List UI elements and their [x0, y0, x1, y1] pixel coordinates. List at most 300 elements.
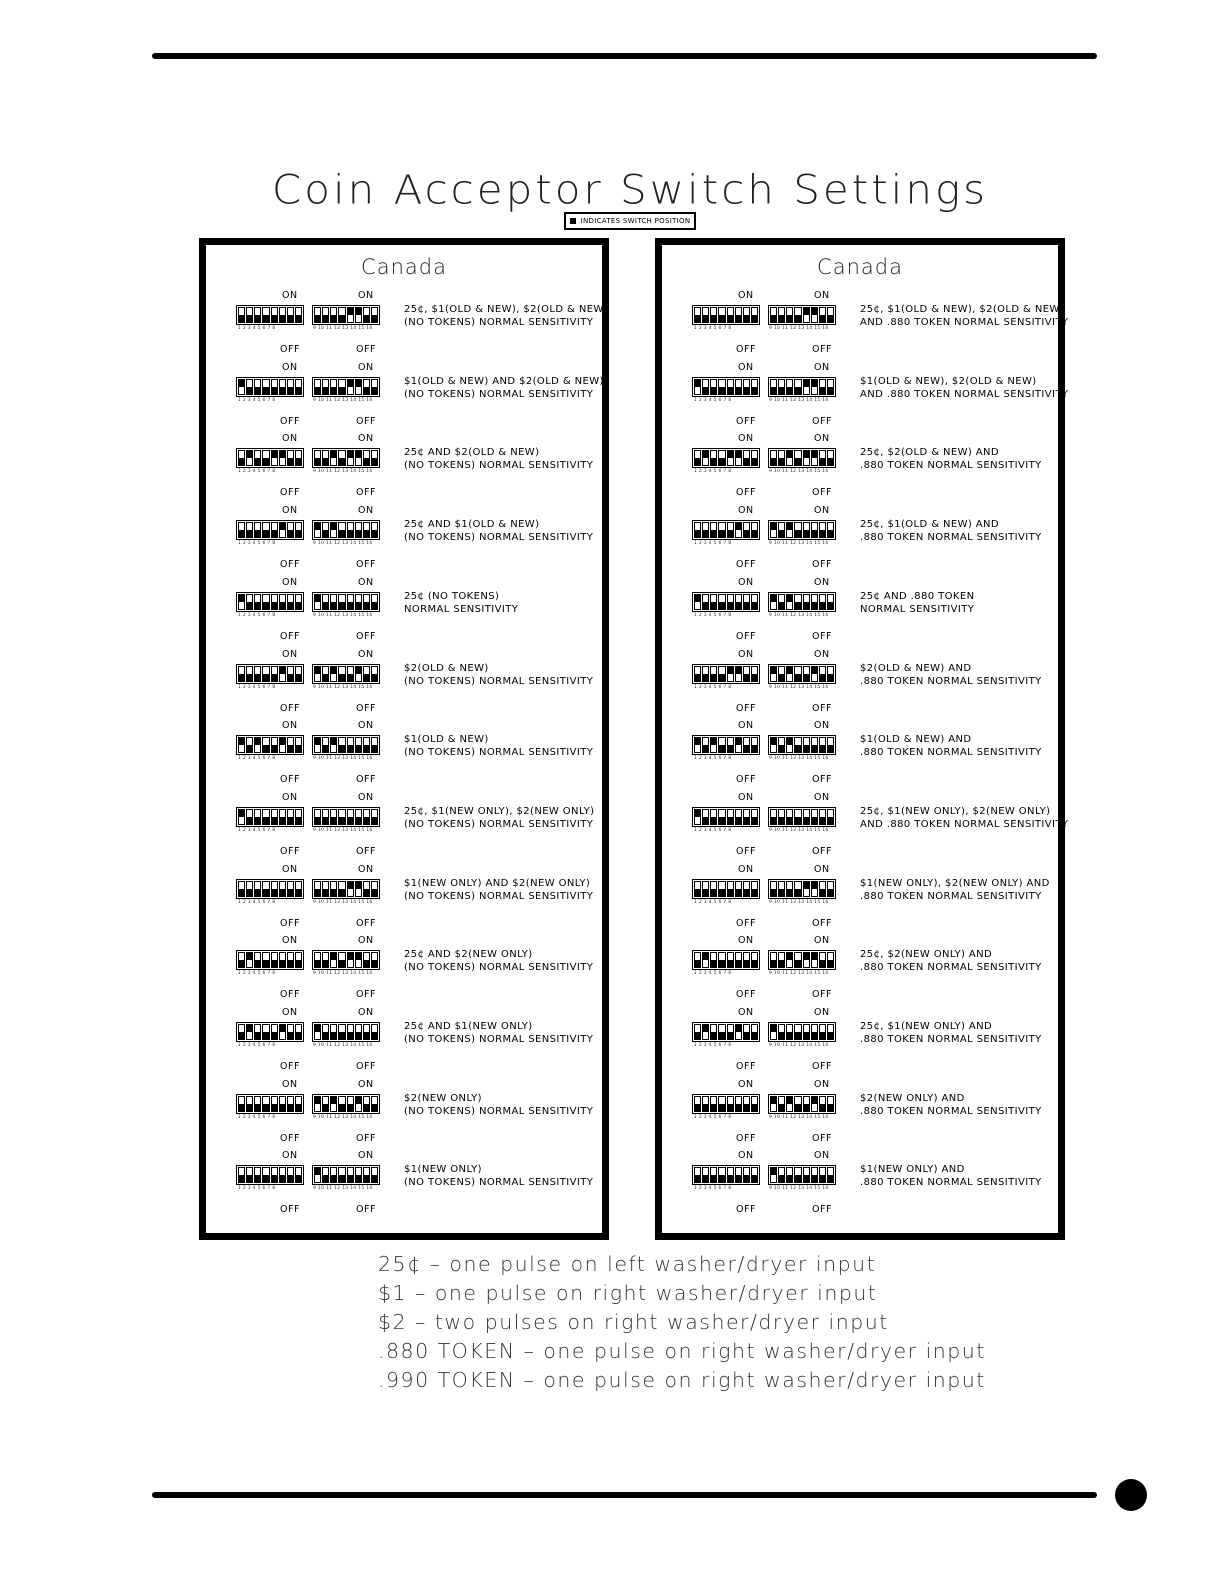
- switch-half: [778, 675, 785, 682]
- switch-cell: [710, 809, 717, 825]
- switch-cell: [803, 1096, 810, 1112]
- switch-cell: [363, 809, 370, 825]
- switch-half: [710, 459, 717, 466]
- switch-numbers: 9 10 11 12 13 14 15 16: [769, 612, 829, 618]
- switch-half: [330, 594, 337, 603]
- switch-half: [371, 952, 378, 961]
- switch-half: [238, 386, 245, 395]
- switch-cell: [735, 881, 742, 897]
- switch-half: [338, 890, 345, 897]
- switch-half: [718, 818, 725, 825]
- switch-cell: [727, 307, 734, 323]
- switch-half: [710, 1033, 717, 1040]
- switch-half: [295, 961, 302, 968]
- switch-cell: [262, 952, 269, 968]
- switch-cell: [811, 952, 818, 968]
- switch-half: [322, 952, 329, 961]
- switch-half: [262, 1105, 269, 1112]
- switch-half: [347, 450, 354, 457]
- switch-half: [794, 881, 801, 890]
- switch-half: [322, 450, 329, 459]
- switch-half: [735, 450, 742, 457]
- switch-half: [827, 522, 834, 531]
- switch-cell: [710, 666, 717, 682]
- switch-half: [355, 307, 362, 314]
- switch-half: [287, 459, 294, 466]
- switch-cell: [702, 450, 709, 466]
- switch-half: [295, 594, 302, 603]
- switch-half: [322, 809, 329, 818]
- switch-cell: [778, 1096, 785, 1112]
- switch-cell: [727, 450, 734, 466]
- switch-half: [254, 1033, 261, 1040]
- switch-half: [363, 450, 370, 459]
- switch-half: [710, 818, 717, 825]
- switch-half: [727, 952, 734, 961]
- switch-cell: [770, 666, 777, 682]
- setting-description: $1(NEW ONLY) (NO TOKENS) NORMAL SENSITIVITY: [404, 1164, 594, 1189]
- switch-half: [751, 737, 758, 746]
- switch-cell: [743, 522, 750, 538]
- setting-description: 25¢, $1(OLD & NEW), $2(OLD & NEW) AND .880 TOKEN NORMAL SENSITIVITY: [860, 304, 1069, 328]
- switch-numbers: 9 10 11 12 13 14 15 16: [313, 397, 373, 403]
- switch-half: [803, 818, 810, 825]
- on-label: ON: [358, 648, 374, 660]
- switch-cell: [330, 1167, 337, 1183]
- switch-half: [330, 1033, 337, 1040]
- switch-cell: [751, 307, 758, 323]
- switch-half: [271, 603, 278, 610]
- switch-half: [314, 316, 321, 323]
- switch-cell: [246, 450, 253, 466]
- page-title: Coin Acceptor Switch Settings: [271, 166, 989, 213]
- switch-half: [338, 818, 345, 825]
- switch-half: [778, 952, 785, 961]
- switch-cell: [819, 594, 826, 610]
- switch-half: [819, 1105, 826, 1112]
- switch-cell: [322, 737, 329, 753]
- switch-cell: [718, 666, 725, 682]
- switch-cell: [262, 881, 269, 897]
- switch-half: [347, 522, 354, 531]
- switch-half: [238, 307, 245, 316]
- switch-cell: [246, 307, 253, 323]
- switch-half: [262, 961, 269, 968]
- switch-setting-row: [686, 935, 1056, 1007]
- switch-half: [718, 952, 725, 961]
- switch-numbers: 1 2 3 4 5 6 7 8: [694, 1114, 732, 1120]
- switch-half: [718, 316, 725, 323]
- switch-cell: [702, 809, 709, 825]
- switch-half: [246, 666, 253, 675]
- switch-half: [735, 603, 742, 610]
- setting-description: $2(OLD & NEW) AND .880 TOKEN NORMAL SENSITIVITY: [860, 662, 1042, 687]
- switch-half: [355, 881, 362, 888]
- setting-description: 25¢, $1(NEW ONLY), $2(NEW ONLY) (NO TOKENS) NORMAL SENSITIVITY: [404, 805, 595, 830]
- switch-half: [271, 952, 278, 961]
- switch-half: [770, 522, 777, 529]
- switch-half: [262, 379, 269, 388]
- switch-setting-row: [686, 290, 1069, 362]
- switch-half: [770, 666, 777, 673]
- switch-half: [819, 1176, 826, 1183]
- switch-cell: [718, 1096, 725, 1112]
- switch-half: [314, 601, 321, 610]
- off-label: OFF: [812, 1132, 832, 1144]
- switch-half: [803, 746, 810, 753]
- setting-description: 25¢, $2(OLD & NEW) AND .880 TOKEN NORMAL SENSITIVITY: [860, 447, 1042, 472]
- switch-half: [770, 881, 777, 890]
- switch-half: [322, 603, 329, 610]
- switch-half: [371, 316, 378, 323]
- switch-cell: [330, 379, 337, 395]
- setting-description: $1(OLD & NEW) (NO TOKENS) NORMAL SENSITIVITY: [404, 734, 594, 759]
- switch-half: [279, 316, 286, 323]
- switch-half: [254, 316, 261, 323]
- switch-cell: [355, 737, 362, 753]
- switch-half: [694, 1105, 701, 1112]
- on-label: ON: [814, 791, 830, 803]
- switch-half: [710, 675, 717, 682]
- switch-cell: [827, 1024, 834, 1040]
- switch-cell: [718, 952, 725, 968]
- dip-switch: [692, 1022, 760, 1042]
- switch-half: [702, 675, 709, 682]
- switch-half: [330, 522, 337, 529]
- switch-half: [262, 1176, 269, 1183]
- switch-half: [254, 1176, 261, 1183]
- switch-cell: [271, 522, 278, 538]
- switch-half: [262, 737, 269, 746]
- switch-half: [819, 809, 826, 818]
- switch-cell: [702, 522, 709, 538]
- switch-half: [238, 952, 245, 961]
- switch-cell: [287, 881, 294, 897]
- switch-half: [751, 522, 758, 531]
- switch-half: [770, 1103, 777, 1112]
- switch-half: [751, 809, 758, 818]
- switch-cell: [371, 737, 378, 753]
- switch-cell: [363, 952, 370, 968]
- switch-cell: [338, 307, 345, 323]
- switch-half: [262, 316, 269, 323]
- switch-half: [295, 746, 302, 753]
- switch-cell: [246, 809, 253, 825]
- switch-half: [363, 531, 370, 538]
- switch-half: [338, 1033, 345, 1040]
- switch-half: [363, 388, 370, 395]
- switch-cell: [338, 379, 345, 395]
- switch-half: [355, 314, 362, 323]
- switch-cell: [238, 809, 245, 825]
- switch-half: [702, 379, 709, 388]
- switch-half: [710, 603, 717, 610]
- switch-setting-row: [686, 505, 1056, 577]
- switch-setting-row: [230, 1150, 600, 1222]
- switch-cell: [778, 307, 785, 323]
- switch-half: [371, 379, 378, 388]
- switch-cell: [371, 594, 378, 610]
- dip-switch: [768, 448, 836, 468]
- on-label: ON: [814, 863, 830, 875]
- switch-half: [751, 1033, 758, 1040]
- switch-cell: [786, 379, 793, 395]
- switch-half: [279, 1176, 286, 1183]
- switch-half: [295, 1024, 302, 1033]
- switch-cell: [718, 881, 725, 897]
- switch-setting-row: [230, 577, 600, 649]
- switch-half: [811, 386, 818, 395]
- switch-cell: [271, 450, 278, 466]
- switch-cell: [363, 307, 370, 323]
- switch-half: [271, 307, 278, 316]
- switch-half: [279, 818, 286, 825]
- switch-cell: [786, 594, 793, 610]
- switch-half: [794, 1105, 801, 1112]
- switch-cell: [770, 379, 777, 395]
- switch-half: [819, 450, 826, 459]
- switch-half: [743, 737, 750, 746]
- switch-half: [322, 737, 329, 746]
- switch-half: [254, 952, 261, 961]
- off-label: OFF: [812, 702, 832, 714]
- switch-half: [778, 1096, 785, 1105]
- switch-half: [347, 1024, 354, 1033]
- switch-cell: [735, 1167, 742, 1183]
- switch-half: [287, 1024, 294, 1033]
- switch-cell: [710, 1096, 717, 1112]
- switch-cell: [287, 522, 294, 538]
- switch-half: [727, 890, 734, 897]
- switch-half: [279, 1031, 286, 1040]
- switch-half: [363, 316, 370, 323]
- switch-half: [743, 522, 750, 531]
- switch-cell: [786, 307, 793, 323]
- switch-cell: [827, 952, 834, 968]
- switch-half: [246, 890, 253, 897]
- switch-cell: [702, 952, 709, 968]
- switch-cell: [694, 809, 701, 825]
- switch-half: [371, 459, 378, 466]
- switch-numbers: 1 2 3 4 5 6 7 8: [694, 827, 732, 833]
- switch-half: [819, 316, 826, 323]
- switch-half: [819, 1167, 826, 1176]
- switch-half: [811, 746, 818, 753]
- switch-cell: [735, 450, 742, 466]
- switch-cell: [271, 666, 278, 682]
- switch-half: [770, 744, 777, 753]
- switch-half: [718, 737, 725, 746]
- switch-half: [330, 1176, 337, 1183]
- switch-half: [702, 737, 709, 746]
- switch-half: [279, 529, 286, 538]
- switch-cell: [710, 1024, 717, 1040]
- switch-cell: [735, 737, 742, 753]
- switch-half: [778, 522, 785, 531]
- off-label: OFF: [812, 1061, 832, 1072]
- switch-cell: [819, 450, 826, 466]
- switch-half: [246, 959, 253, 968]
- switch-half: [271, 675, 278, 682]
- switch-half: [314, 594, 321, 601]
- switch-half: [786, 457, 793, 466]
- switch-cell: [794, 522, 801, 538]
- switch-half: [803, 603, 810, 610]
- switch-cell: [347, 522, 354, 538]
- switch-cell: [694, 952, 701, 968]
- on-label: ON: [282, 791, 298, 803]
- switch-numbers: 9 10 11 12 13 14 15 16: [769, 684, 829, 690]
- switch-cell: [363, 1024, 370, 1040]
- switch-cell: [735, 666, 742, 682]
- switch-cell: [710, 881, 717, 897]
- switch-half: [702, 809, 709, 818]
- on-label: ON: [282, 576, 298, 588]
- switch-half: [279, 522, 286, 529]
- switch-cell: [238, 952, 245, 968]
- dip-switch: [312, 664, 380, 684]
- switch-cell: [778, 1167, 785, 1183]
- switch-setting-row: [686, 864, 1056, 936]
- switch-cell: [338, 737, 345, 753]
- switch-cell: [702, 666, 709, 682]
- switch-half: [794, 459, 801, 466]
- switch-setting-row: [686, 433, 1056, 505]
- off-label: OFF: [356, 702, 376, 714]
- switch-half: [314, 666, 321, 673]
- switch-half: [786, 1024, 793, 1033]
- switch-cell: [262, 666, 269, 682]
- switch-half: [338, 952, 345, 961]
- dip-switch: [768, 735, 836, 755]
- dip-switch: [236, 664, 304, 684]
- switch-half: [751, 1096, 758, 1105]
- switch-half: [363, 603, 370, 610]
- switch-half: [803, 959, 810, 968]
- on-label: ON: [358, 1150, 374, 1162]
- switch-cell: [238, 1167, 245, 1183]
- switch-half: [819, 818, 826, 825]
- switch-cell: [778, 379, 785, 395]
- setting-description: $2(NEW ONLY) (NO TOKENS) NORMAL SENSITIVITY: [404, 1092, 594, 1117]
- switch-half: [743, 1024, 750, 1033]
- switch-half: [355, 952, 362, 959]
- switch-cell: [743, 450, 750, 466]
- switch-half: [811, 881, 818, 888]
- switch-half: [295, 522, 302, 531]
- switch-cell: [355, 594, 362, 610]
- switch-half: [770, 316, 777, 323]
- switch-cell: [794, 450, 801, 466]
- on-label: ON: [738, 1150, 754, 1162]
- switch-half: [794, 1024, 801, 1033]
- switch-cell: [794, 1167, 801, 1183]
- switch-cell: [827, 379, 834, 395]
- switch-half: [710, 594, 717, 603]
- switch-half: [363, 881, 370, 890]
- switch-half: [735, 737, 742, 744]
- switch-cell: [751, 809, 758, 825]
- switch-half: [295, 603, 302, 610]
- switch-half: [295, 450, 302, 459]
- switch-half: [778, 1033, 785, 1040]
- switch-half: [827, 594, 834, 603]
- switch-cell: [743, 1167, 750, 1183]
- switch-half: [330, 1096, 337, 1103]
- switch-half: [314, 522, 321, 529]
- switch-half: [246, 952, 253, 959]
- switch-half: [778, 1105, 785, 1112]
- switch-cell: [743, 307, 750, 323]
- switch-half: [710, 307, 717, 316]
- switch-cell: [355, 307, 362, 323]
- switch-half: [314, 890, 321, 897]
- switch-half: [314, 737, 321, 744]
- off-label: OFF: [356, 344, 376, 355]
- switch-cell: [287, 1024, 294, 1040]
- switch-cell: [330, 952, 337, 968]
- switch-half: [735, 594, 742, 603]
- switch-half: [786, 307, 793, 316]
- switch-half: [322, 307, 329, 316]
- switch-half: [770, 952, 777, 961]
- dip-switch: [236, 735, 304, 755]
- setting-description: 25¢, $1(OLD & NEW) AND .880 TOKEN NORMAL SENSITIVITY: [860, 519, 1042, 544]
- switch-cell: [811, 1024, 818, 1040]
- on-label: ON: [738, 648, 754, 660]
- switch-numbers: 1 2 3 4 5 6 7 8: [238, 1186, 276, 1192]
- on-label: ON: [282, 1078, 298, 1090]
- switch-cell: [803, 307, 810, 323]
- on-label: ON: [738, 935, 754, 947]
- switch-half: [811, 594, 818, 603]
- switch-half: [811, 522, 818, 531]
- switch-half: [347, 675, 354, 682]
- switch-cell: [271, 809, 278, 825]
- switch-half: [355, 746, 362, 753]
- switch-numbers: 9 10 11 12 13 14 15 16: [313, 827, 373, 833]
- switch-numbers: 1 2 3 4 5 6 7 8: [694, 469, 732, 475]
- switch-cell: [694, 522, 701, 538]
- switch-cell: [295, 952, 302, 968]
- switch-cell: [363, 450, 370, 466]
- switch-half: [794, 522, 801, 531]
- switch-numbers: 9 10 11 12 13 14 15 16: [769, 971, 829, 977]
- switch-half: [803, 457, 810, 466]
- switch-half: [338, 1105, 345, 1112]
- switch-half: [295, 388, 302, 395]
- switch-cell: [751, 1024, 758, 1040]
- switch-half: [727, 603, 734, 610]
- switch-cell: [694, 1024, 701, 1040]
- switch-half: [322, 961, 329, 968]
- switch-cell: [314, 1167, 321, 1183]
- switch-cell: [338, 450, 345, 466]
- switch-setting-row: [230, 935, 600, 1007]
- off-label: OFF: [280, 845, 300, 857]
- switch-half: [295, 379, 302, 388]
- switch-half: [743, 316, 750, 323]
- switch-half: [702, 1167, 709, 1176]
- off-label: OFF: [356, 989, 376, 1001]
- switch-half: [827, 818, 834, 825]
- switch-cell: [819, 1096, 826, 1112]
- switch-half: [811, 888, 818, 897]
- switch-numbers: 9 10 11 12 13 14 15 16: [769, 899, 829, 905]
- on-label: ON: [738, 720, 754, 732]
- switch-half: [279, 307, 286, 316]
- switch-half: [727, 450, 734, 457]
